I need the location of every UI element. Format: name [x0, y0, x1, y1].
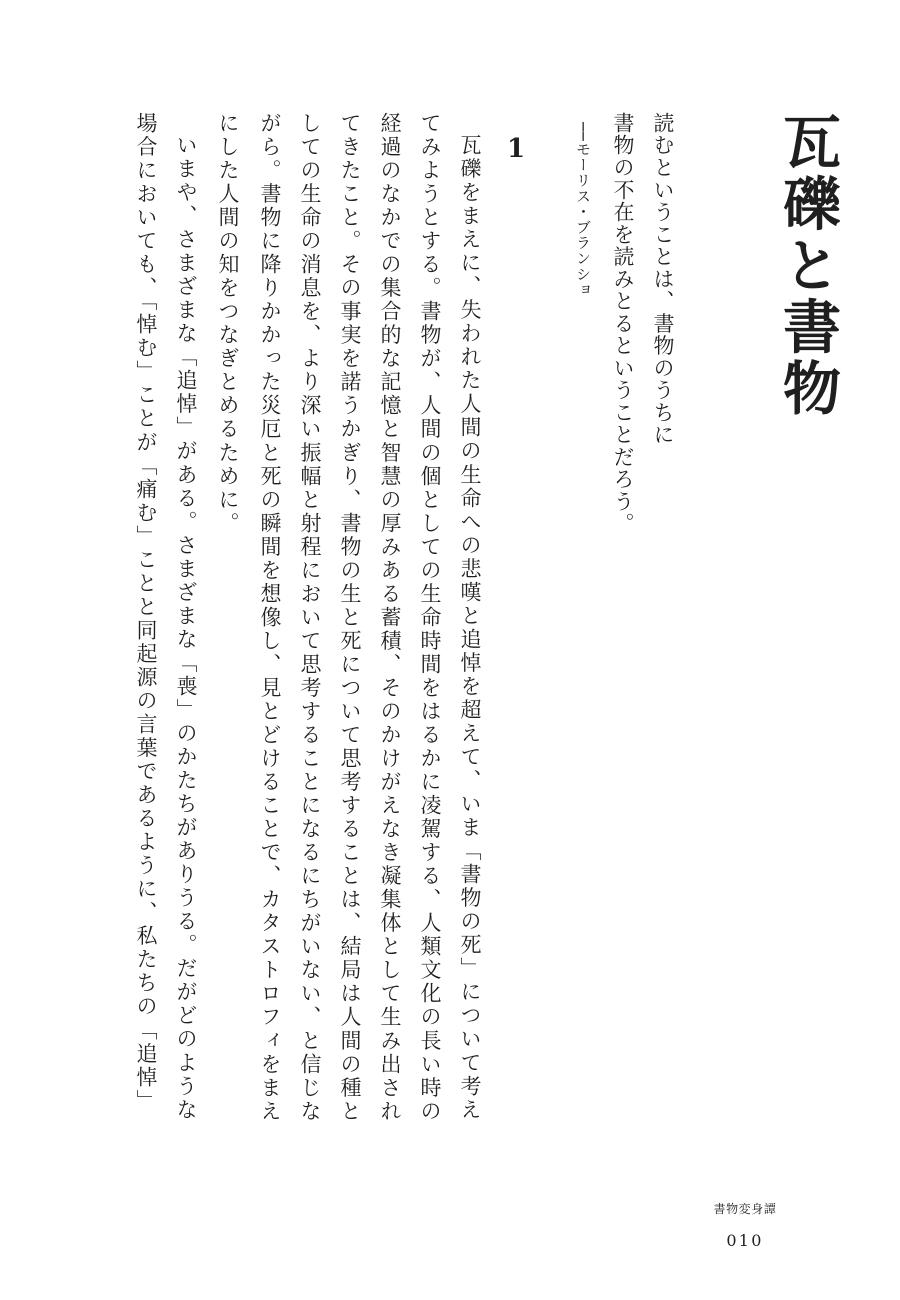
epigraph-line-1: 読むということは、書物のうちに	[651, 112, 675, 446]
body-line: 瓦礫をまえに、失われた人間の生命への悲嘆と追悼を超えて、いま「書物の死」について考え	[458, 134, 482, 1122]
body-line: しての生命の消息を、より深い振幅と射程において思考することになるにちがいない、と信じな	[298, 112, 322, 1124]
page-number: 010	[726, 1231, 764, 1250]
epigraph-attribution: ──モーリス・ブランショ	[574, 122, 592, 298]
body-line: がら。書物に降りかかった災厄と死の瞬間を想像し、見とどけることで、カタストロフィをまえ	[258, 112, 282, 1124]
body-line: てみようとする。書物が、人間の個としての生命時間をはるかに凌駕する、人類文化の長い時の	[418, 112, 442, 1124]
running-footer-title: 書物変身譚	[713, 1202, 777, 1216]
section-number: 1	[506, 134, 526, 164]
chapter-title: 瓦礫と書物	[773, 112, 841, 420]
body-line: 場合においても、「悼む」ことが「痛む」ことと同起源の言葉であるように、私たちの「追悼」	[134, 112, 158, 1113]
body-line: てきたこと。その事実を諾うかぎり、書物の生と死について思考することは、結局は人間の種と	[338, 112, 362, 1124]
body-line: いまや、さまざまな「追悼」がある。さまざまな「喪」のかたちがありうる。だがどのような	[174, 134, 198, 1122]
body-line: にした人間の知をつなぎとめるために。	[216, 112, 240, 536]
epigraph-line-2: 書物の不在を読みとるということだろう。	[611, 112, 635, 535]
body-line: 経過のなかでの集合的な記憶と智慧の厚みある蓄積、そのかけがえなき凝集体として生み出され	[378, 112, 402, 1124]
